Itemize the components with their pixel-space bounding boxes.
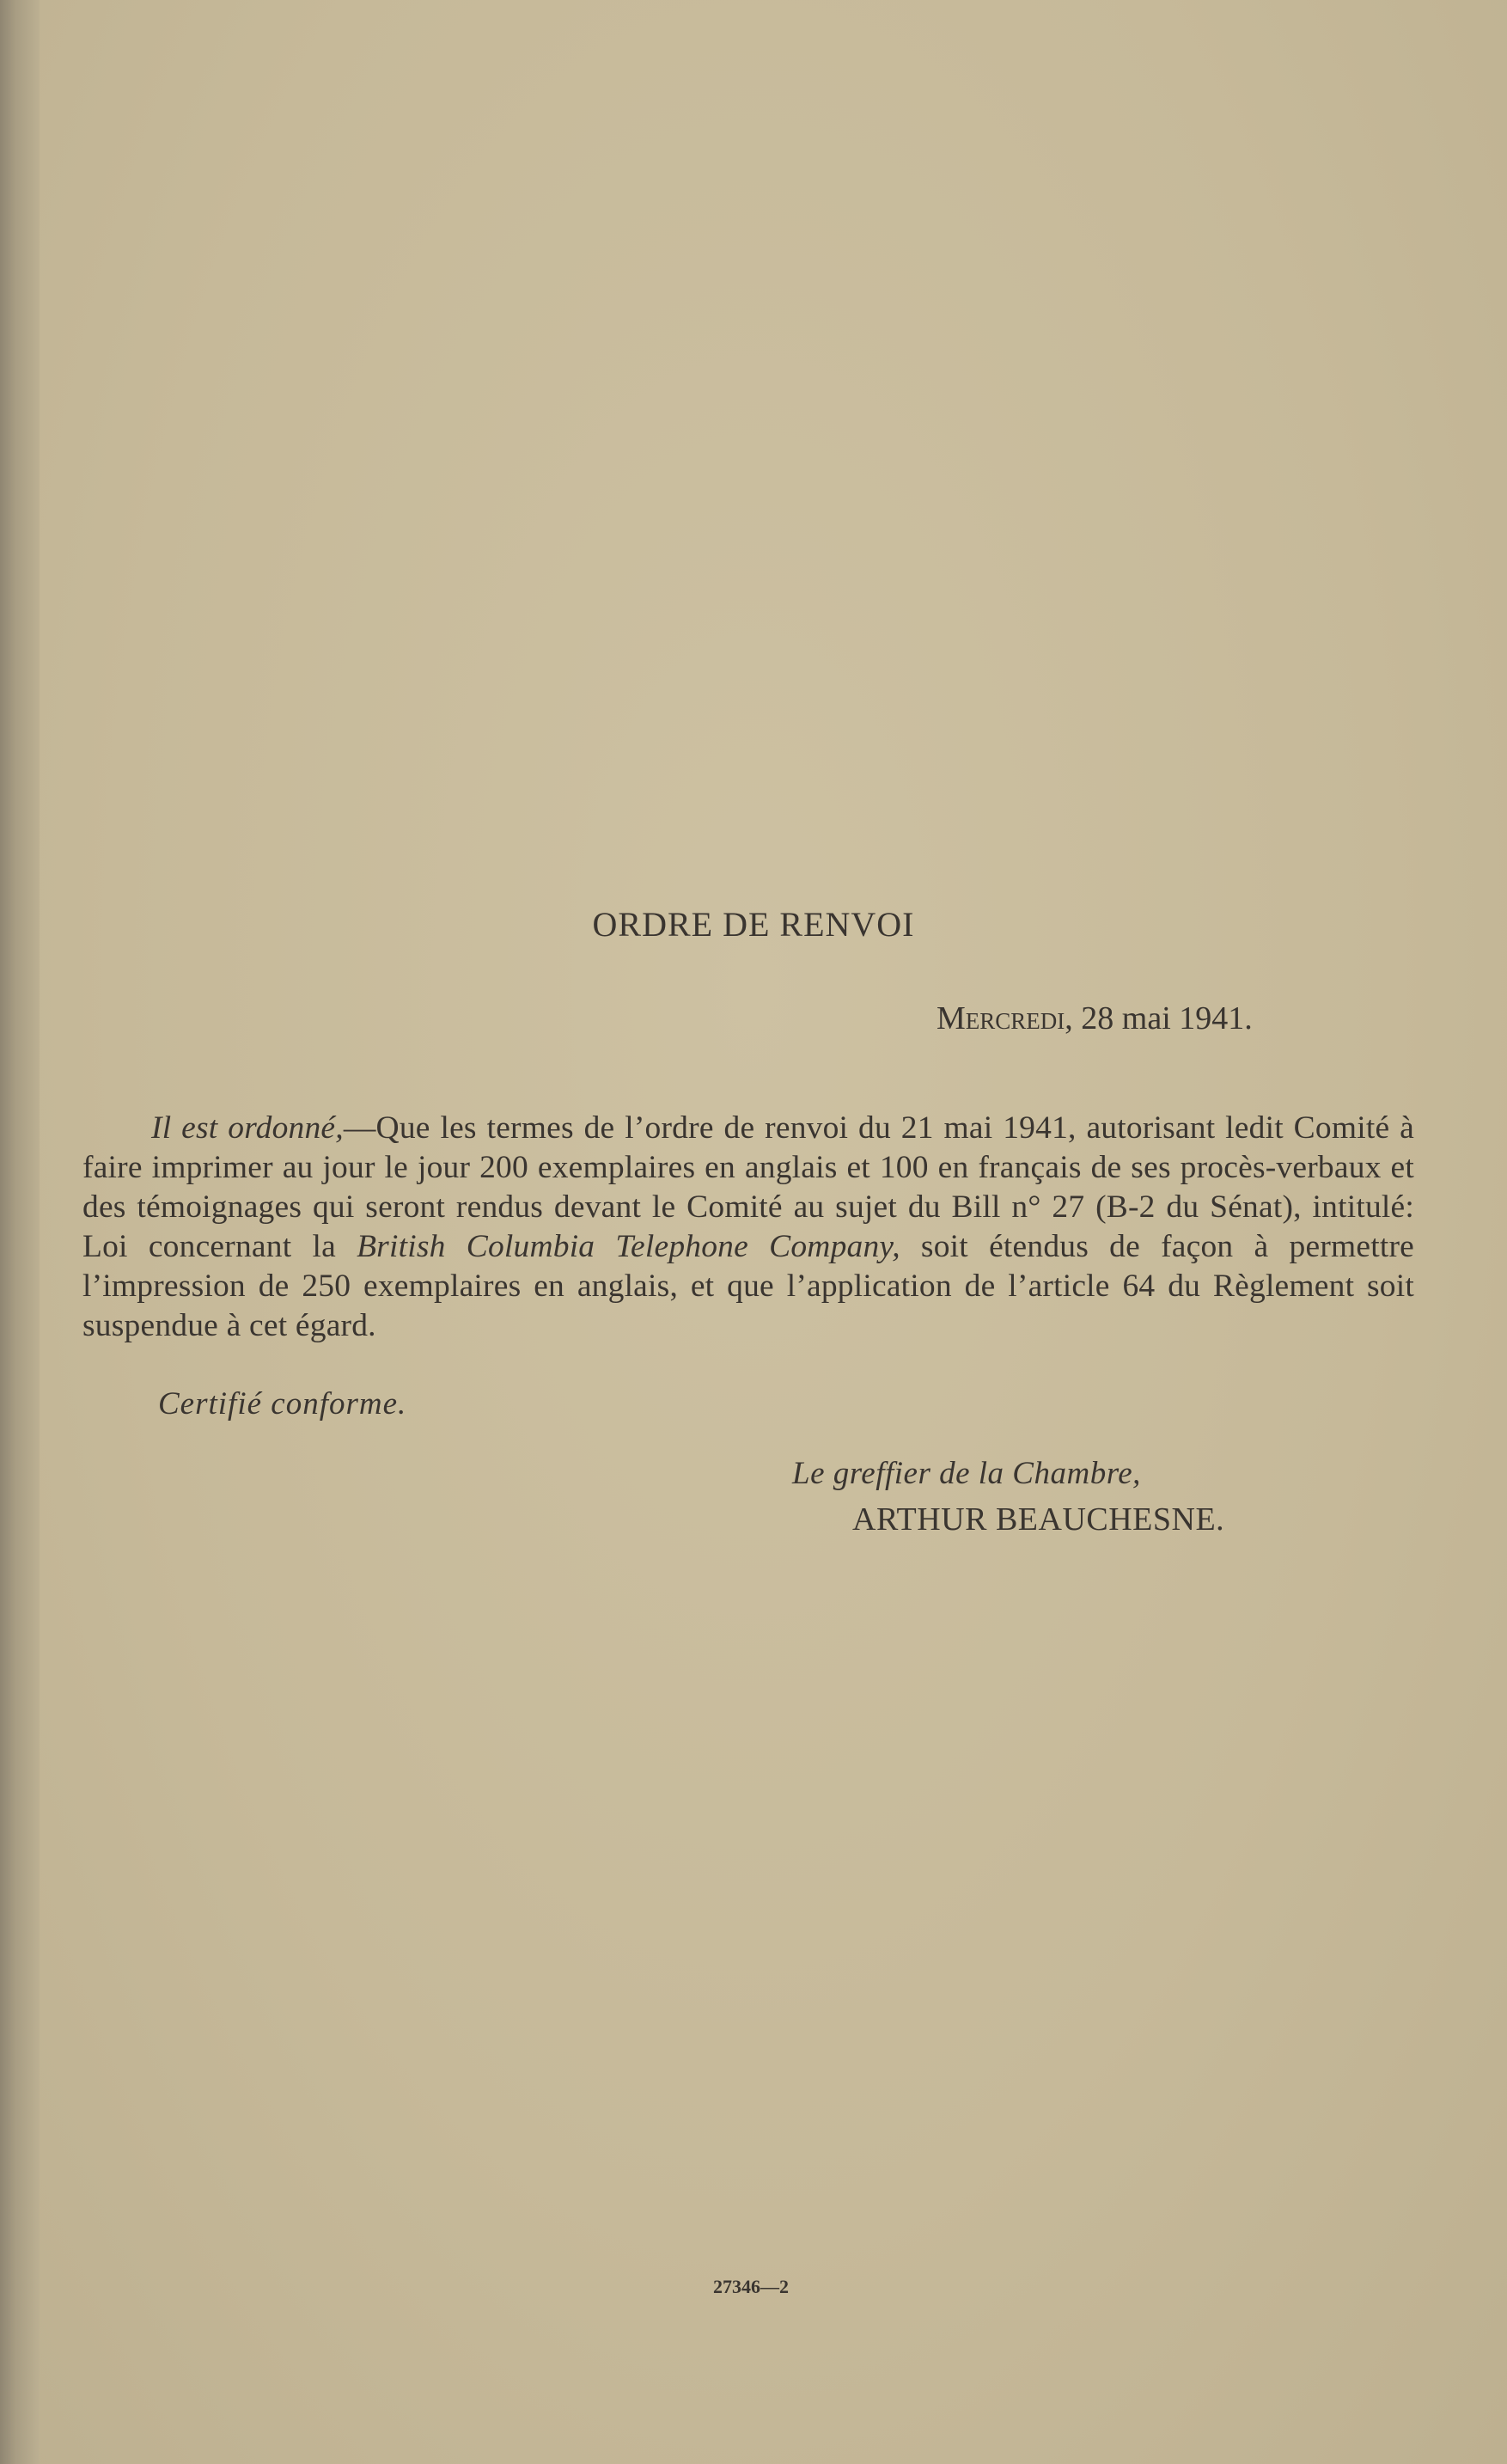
- signatory-name: ARTHUR BEAUCHESNE.: [852, 1501, 1225, 1538]
- date-rest: , 28 mai 1941.: [1065, 1000, 1253, 1036]
- folio-number: 27346—2: [713, 2276, 789, 2297]
- order-text-part2: soit étendus de façon à permettre l’impression de 250 exemplaires en anglais, et que l’application de l’article 64 du Règlement soit suspendue à cet égard.: [82, 1228, 1414, 1343]
- order-lead: Il est ordonné,: [151, 1110, 344, 1146]
- company-name: British Columbia Telephone Company,: [357, 1228, 900, 1264]
- order-paragraph: [82, 1109, 1414, 1346]
- document-date: [937, 1000, 1253, 1037]
- order-text-part1: —Que les termes de l’ordre de renvoi du 21 mai 1941, autorisant ledit Comité à faire imprimer au jour le jour 200 exemplaires en anglais et 100 en français de ses procès-verbaux et des témoignages qui seront rendus devant le Comité au sujet du Bill n° 27 (B-2 du Sénat), intitulé: Loi concernant la: [82, 1110, 1414, 1264]
- date-weekday: Mercredi: [937, 1000, 1065, 1036]
- binding-edge: [0, 0, 40, 2464]
- document-title: ORDRE DE RENVOI: [592, 905, 915, 944]
- certification-note: Certifié conforme.: [158, 1386, 407, 1422]
- greffier-title: Le greffier de la Chambre,: [792, 1456, 1141, 1491]
